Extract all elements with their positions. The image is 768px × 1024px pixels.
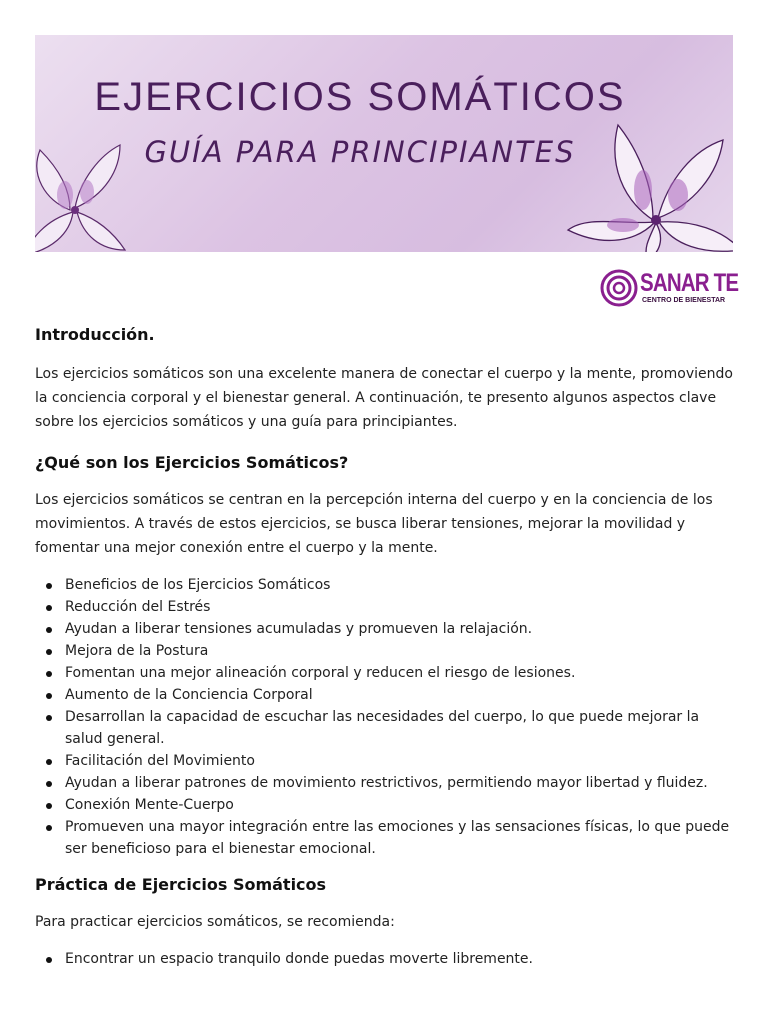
list-item: Conexión Mente-Cuerpo <box>35 794 735 816</box>
practice-heading: Práctica de Ejercicios Somáticos <box>35 875 327 894</box>
practice-list <box>35 948 735 970</box>
list-item: Beneficios de los Ejercicios Somáticos <box>35 574 735 596</box>
spiral-logo-icon <box>600 267 640 309</box>
what-paragraph: Los ejercicios somáticos se centran en la percepción interna del cuerpo y en la conciencia de los movimientos. A través de estos ejercicios, se busca liberar tensiones, mejorar la movilidad y fomentar una mejor conexión entre el cuerpo y la mente. <box>35 492 713 556</box>
list-item: Mejora de la Postura <box>35 640 735 662</box>
logo-tagline: CENTRO DE BIENESTAR <box>642 297 726 304</box>
practice-paragraph: Para practicar ejercicios somáticos, se recomienda: <box>35 914 395 930</box>
intro-heading: Introducción. <box>35 325 155 344</box>
brand-logo <box>600 267 739 309</box>
banner-title: EJERCICIOS SOMÁTICOS <box>94 75 626 119</box>
list-item: Promueven una mayor integración entre las emociones y las sensaciones físicas, lo que puede ser beneficioso para el bienestar emocional. <box>35 816 735 860</box>
flower-right-icon <box>563 110 733 252</box>
list-item: Ayudan a liberar patrones de movimiento restrictivos, permitiendo mayor libertad y fluidez. <box>35 772 735 794</box>
what-heading: ¿Qué son los Ejercicios Somáticos? <box>35 453 349 472</box>
list-item: Aumento de la Conciencia Corporal <box>35 684 735 706</box>
list-item: Reducción del Estrés <box>35 596 735 618</box>
list-item: Fomentan una mejor alineación corporal y reducen el riesgo de lesiones. <box>35 662 735 684</box>
list-item: Facilitación del Movimiento <box>35 750 735 772</box>
logo-name: SANAR TE <box>640 269 739 297</box>
benefits-list <box>35 574 735 860</box>
banner-subtitle: GUÍA PARA PRINCIPIANTES <box>144 135 576 169</box>
document-body <box>35 320 735 970</box>
intro-paragraph: Los ejercicios somáticos son una excelente manera de conectar el cuerpo y la mente, promoviendo la conciencia corporal y el bienestar general. A continuación, te presento algunos aspectos clave sobre los ejercicios somáticos y una guía para principiantes. <box>35 366 733 430</box>
list-item: Ayudan a liberar tensiones acumuladas y promueven la relajación. <box>35 618 735 640</box>
list-item: Encontrar un espacio tranquilo donde puedas moverte libremente. <box>35 948 735 970</box>
header-banner <box>35 35 733 252</box>
list-item: Desarrollan la capacidad de escuchar las necesidades del cuerpo, lo que puede mejorar la salud general. <box>35 706 735 750</box>
